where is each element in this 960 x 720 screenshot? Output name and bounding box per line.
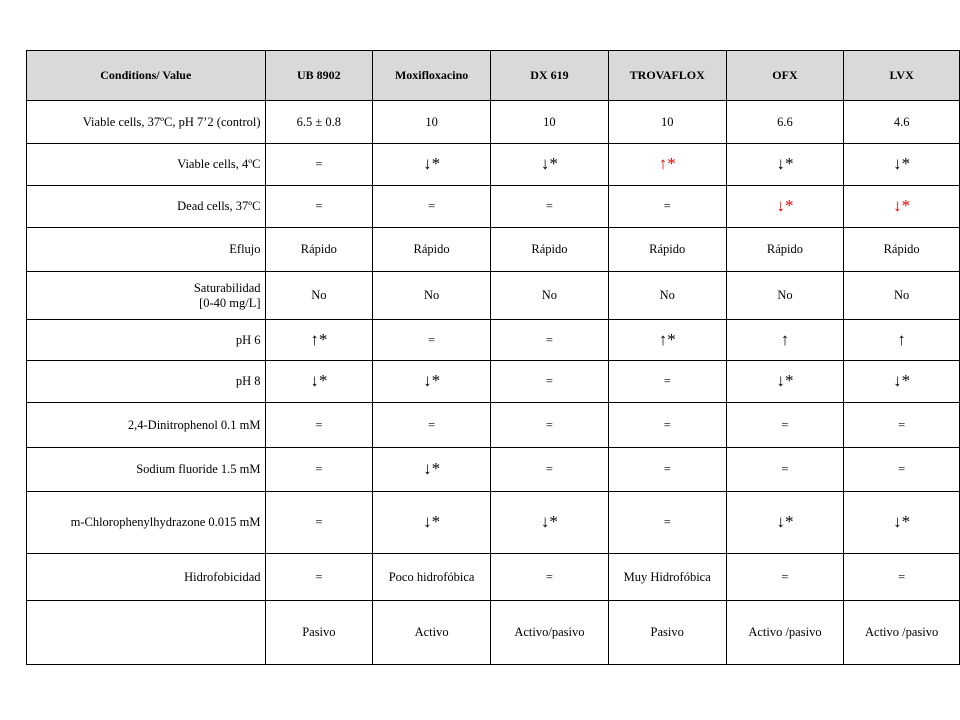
value-cell <box>491 101 609 144</box>
cell-value: No <box>311 288 327 302</box>
cell-value: No <box>423 288 440 302</box>
value-cell <box>373 554 491 601</box>
cell-value: = <box>663 199 671 213</box>
cell-value: = <box>545 569 553 584</box>
cell-value: = <box>898 417 906 432</box>
value-cell <box>608 361 726 403</box>
row-label <box>27 144 266 186</box>
row-label-line: Eflujo <box>229 242 261 256</box>
row-label <box>27 403 266 448</box>
down-arrow-value: ↓* <box>776 371 794 390</box>
row-label <box>27 448 266 492</box>
cell-value: = <box>315 417 323 432</box>
cell-value: = <box>545 199 553 213</box>
value-cell <box>265 186 373 228</box>
row-label <box>27 554 266 601</box>
cell-value: = <box>545 374 553 388</box>
value-cell <box>844 144 960 186</box>
cell-value: 10 <box>660 114 674 129</box>
cell-value: No <box>894 288 910 302</box>
table-row <box>27 554 960 601</box>
value-cell <box>608 228 726 272</box>
cell-value: = <box>898 462 906 476</box>
cell-value: No <box>777 288 793 302</box>
value-cell <box>608 403 726 448</box>
cell-value: = <box>428 332 436 347</box>
value-cell <box>726 601 844 665</box>
value-cell <box>265 101 373 144</box>
cell-value: = <box>545 332 553 347</box>
value-cell <box>373 186 491 228</box>
cell-value: = <box>781 569 789 584</box>
cell-value: Pasivo <box>302 625 336 639</box>
value-cell <box>491 186 609 228</box>
value-cell <box>491 403 609 448</box>
row-label-line: pH 6 <box>235 332 261 347</box>
down-arrow-value: ↓* <box>776 512 794 531</box>
value-cell <box>373 320 491 361</box>
value-cell <box>373 448 491 492</box>
value-cell <box>373 144 491 186</box>
value-cell <box>373 601 491 665</box>
column-header: OFX <box>726 51 844 101</box>
down-arrow-value: ↓* <box>423 371 441 390</box>
value-cell <box>608 320 726 361</box>
table-row <box>27 448 960 492</box>
cell-value: Rápido <box>649 242 686 256</box>
cell-value: = <box>781 417 789 432</box>
column-header: TROVAFLOX <box>608 51 726 101</box>
row-label-line: Saturabilidad <box>193 280 261 295</box>
row-label <box>27 320 266 361</box>
cell-value: Poco hidrofóbica <box>388 569 475 584</box>
row-label-line: m-Chlorophenylhydrazone 0.015 mM <box>70 515 261 529</box>
cell-value: Activo/pasivo <box>514 625 585 639</box>
down-arrow-value: ↓* <box>423 154 441 173</box>
cell-value: = <box>663 462 671 476</box>
cell-value: Muy Hidrofóbica <box>623 569 711 584</box>
down-arrow-value: ↓* <box>893 154 911 173</box>
cell-value: Rápido <box>531 242 568 256</box>
row-label-line: Sodium fluoride 1.5 mM <box>136 462 261 476</box>
value-cell <box>844 361 960 403</box>
row-label-line: pH 8 <box>235 374 261 388</box>
table-row <box>27 601 960 665</box>
cell-value: 6.5 ± 0.8 <box>296 114 342 129</box>
cell-value: Pasivo <box>650 625 684 639</box>
cell-value: = <box>315 569 323 584</box>
column-header: LVX <box>844 51 960 101</box>
value-cell <box>373 228 491 272</box>
cell-value: = <box>898 569 906 584</box>
value-cell <box>608 144 726 186</box>
value-cell <box>726 403 844 448</box>
cell-value: = <box>545 462 553 476</box>
value-cell <box>726 101 844 144</box>
value-cell <box>265 601 373 665</box>
down-arrow-value: ↓* <box>540 154 558 173</box>
cell-value: 6.6 <box>777 114 793 129</box>
value-cell <box>491 601 609 665</box>
up-arrow-value: ↑* <box>658 154 676 173</box>
value-cell <box>608 186 726 228</box>
value-cell <box>608 101 726 144</box>
value-cell <box>844 320 960 361</box>
row-label <box>27 101 266 144</box>
column-header: Conditions/ Value <box>27 51 266 101</box>
down-arrow-value: ↓* <box>540 512 558 531</box>
value-cell <box>726 320 844 361</box>
value-cell <box>373 361 491 403</box>
cell-value: 10 <box>425 114 438 129</box>
column-header: UB 8902 <box>265 51 373 101</box>
value-cell <box>265 320 373 361</box>
value-cell <box>844 101 960 144</box>
value-cell <box>265 554 373 601</box>
down-arrow-value: ↓* <box>423 459 441 478</box>
cell-value: = <box>315 515 323 529</box>
row-label <box>27 601 266 665</box>
value-cell <box>844 403 960 448</box>
value-cell <box>608 272 726 320</box>
down-arrow-value: ↓* <box>893 371 911 390</box>
table-row <box>27 320 960 361</box>
table-row <box>27 492 960 554</box>
row-label-line: Viable cells, 37ºC, pH 7’2 (control) <box>82 114 261 129</box>
cell-value: No <box>659 288 675 302</box>
value-cell <box>608 448 726 492</box>
row-label-line: 2,4-Dinitrophenol 0.1 mM <box>127 417 261 432</box>
row-label <box>27 272 266 320</box>
value-cell <box>726 228 844 272</box>
down-arrow-value: ↓* <box>423 512 441 531</box>
value-cell <box>265 272 373 320</box>
cell-value: Activo /pasivo <box>865 625 939 639</box>
value-cell <box>844 186 960 228</box>
cell-value: Activo <box>414 625 449 639</box>
row-label <box>27 361 266 403</box>
column-header: DX 619 <box>491 51 609 101</box>
value-cell <box>373 492 491 554</box>
header-row <box>27 51 960 101</box>
down-arrow-value: ↓* <box>310 371 328 390</box>
cell-value: 4.6 <box>893 114 910 129</box>
up-arrow-value: ↑* <box>310 329 328 349</box>
value-cell <box>726 492 844 554</box>
value-cell <box>844 228 960 272</box>
value-cell <box>373 403 491 448</box>
value-cell <box>265 228 373 272</box>
row-label <box>27 492 266 554</box>
value-cell <box>608 492 726 554</box>
value-cell <box>844 554 960 601</box>
row-label-line: Dead cells, 37ºC <box>177 199 261 213</box>
value-cell <box>844 492 960 554</box>
value-cell <box>265 361 373 403</box>
cell-value: = <box>545 417 553 432</box>
table-row <box>27 101 960 144</box>
column-header: Moxifloxacino <box>373 51 491 101</box>
value-cell <box>265 144 373 186</box>
value-cell <box>726 272 844 320</box>
value-cell <box>491 361 609 403</box>
value-cell <box>491 144 609 186</box>
table-row <box>27 361 960 403</box>
cell-value: = <box>315 462 323 476</box>
down-arrow-value: ↓* <box>776 154 794 173</box>
value-cell <box>373 101 491 144</box>
row-label <box>27 228 266 272</box>
value-cell <box>726 144 844 186</box>
cell-value: = <box>663 374 671 388</box>
cell-value: No <box>541 288 558 302</box>
value-cell <box>726 361 844 403</box>
value-cell <box>265 492 373 554</box>
value-cell <box>491 448 609 492</box>
row-label-line: Viable cells, 4ºC <box>177 157 261 171</box>
up-arrow-value: ↑* <box>658 329 676 349</box>
value-cell <box>844 601 960 665</box>
row-label-line: [0-40 mg/L] <box>199 295 261 310</box>
comparison-table <box>26 50 960 665</box>
down-arrow-value: ↓* <box>776 196 794 215</box>
value-cell <box>265 403 373 448</box>
table-body <box>27 101 960 665</box>
value-cell <box>491 272 609 320</box>
cell-value: = <box>315 199 323 213</box>
up-arrow-value: ↑ <box>897 329 906 349</box>
cell-value: 10 <box>543 114 556 129</box>
cell-value: Rápido <box>883 242 920 256</box>
cell-value: = <box>663 515 671 529</box>
value-cell <box>844 272 960 320</box>
cell-value: = <box>663 417 671 432</box>
value-cell <box>491 554 609 601</box>
value-cell <box>844 448 960 492</box>
value-cell <box>726 186 844 228</box>
row-label-line: Hidrofobicidad <box>184 569 261 584</box>
table-row <box>27 186 960 228</box>
cell-value: Rápido <box>300 242 337 256</box>
row-label <box>27 186 266 228</box>
cell-value: = <box>315 157 323 171</box>
value-cell <box>491 492 609 554</box>
cell-value: = <box>428 417 436 432</box>
table-row <box>27 144 960 186</box>
value-cell <box>491 228 609 272</box>
value-cell <box>608 554 726 601</box>
value-cell <box>491 320 609 361</box>
value-cell <box>373 272 491 320</box>
table-row <box>27 272 960 320</box>
value-cell <box>608 601 726 665</box>
up-arrow-value: ↑ <box>780 329 790 349</box>
cell-value: = <box>428 199 436 213</box>
table-row <box>27 403 960 448</box>
value-cell <box>265 448 373 492</box>
cell-value: Rápido <box>766 242 803 256</box>
value-cell <box>726 554 844 601</box>
cell-value: Activo /pasivo <box>748 625 822 639</box>
down-arrow-value: ↓* <box>893 196 911 215</box>
table-row <box>27 228 960 272</box>
cell-value: Rápido <box>413 242 450 256</box>
down-arrow-value: ↓* <box>893 512 911 531</box>
cell-value: = <box>781 462 789 476</box>
value-cell <box>726 448 844 492</box>
